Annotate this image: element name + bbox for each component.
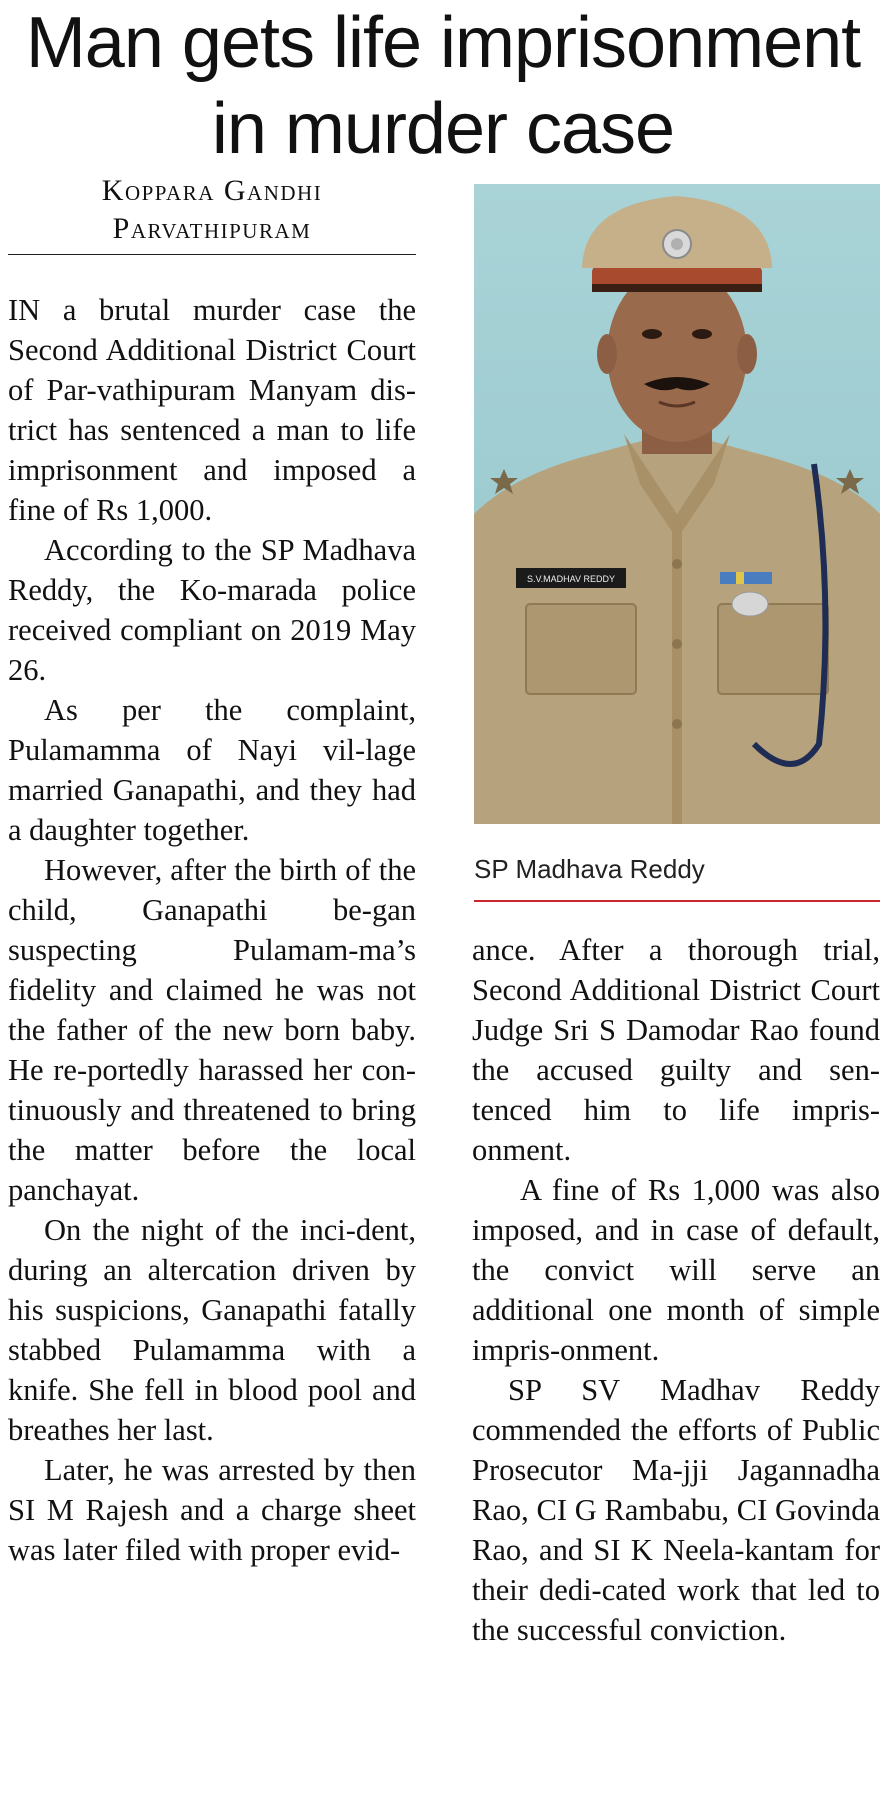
article-paragraph: As per the complaint, Pulamamma of Nayi vil-lage married Ganapathi, and they had a daughter together. xyxy=(8,693,416,847)
name-tag-text: S.V.MADHAV REDDY xyxy=(526,574,616,584)
article-paragraph: A fine of Rs 1,000 was also imposed, and in case of default, the convict will serve an additional one month of simple impris-onment. xyxy=(472,1173,880,1367)
article-paragraph: ance. After a thorough trial, Second Additional District Court Judge Sri S Damodar Rao found the accused guilty and sen-tenced him to life impris-onment. xyxy=(472,933,880,1167)
photo-caption: SP Madhava Reddy xyxy=(474,852,880,902)
article-paragraph: On the night of the inci-dent, during an altercation driven by his suspicions, Ganapathi fatally stabbed Pulamamma with a knife. She fell in blood pool and breathes her last. xyxy=(8,1213,416,1447)
article-paragraph: Later, he was arrested by then SI M Rajesh and a charge sheet was later filed with proper evid- xyxy=(8,1453,416,1567)
article-paragraph: According to the SP Madhava Reddy, the Ko-marada police received compliant on 2019 May 26. xyxy=(8,533,416,687)
article-paragraph: SP SV Madhav Reddy commended the efforts of Public Prosecutor Ma-jji Jagannadha Rao, CI G Rambabu, CI Govinda Rao, and SI K Neela-kantam for their dedi-cated work that led to the successful conviction. xyxy=(472,1373,880,1647)
headline-line-1: Man gets life imprisonment xyxy=(25,3,861,83)
headline-line-2: in murder case xyxy=(211,89,675,169)
byline-author: Koppara Gandhi xyxy=(101,174,323,207)
officer-photo xyxy=(474,184,880,824)
article-column-right xyxy=(472,930,880,1650)
article-column-left xyxy=(8,290,416,1570)
headline xyxy=(0,0,886,172)
article-paragraph: However, after the birth of the child, Ganapathi be-gan suspecting Pulamam-ma’s fidelity and claimed he was not the father of the new born baby. He re-portedly harassed her con-tinuously and threatened to bring the matter before the local panchayat. xyxy=(8,853,416,1207)
byline-place: Parvathipuram xyxy=(112,212,312,245)
byline xyxy=(8,172,416,255)
article-paragraph: IN a brutal murder case the Second Additional District Court of Par-vathipuram Manyam dis-trict has sentenced a man to life imprisonment and imposed a fine of Rs 1,000. xyxy=(8,293,416,527)
